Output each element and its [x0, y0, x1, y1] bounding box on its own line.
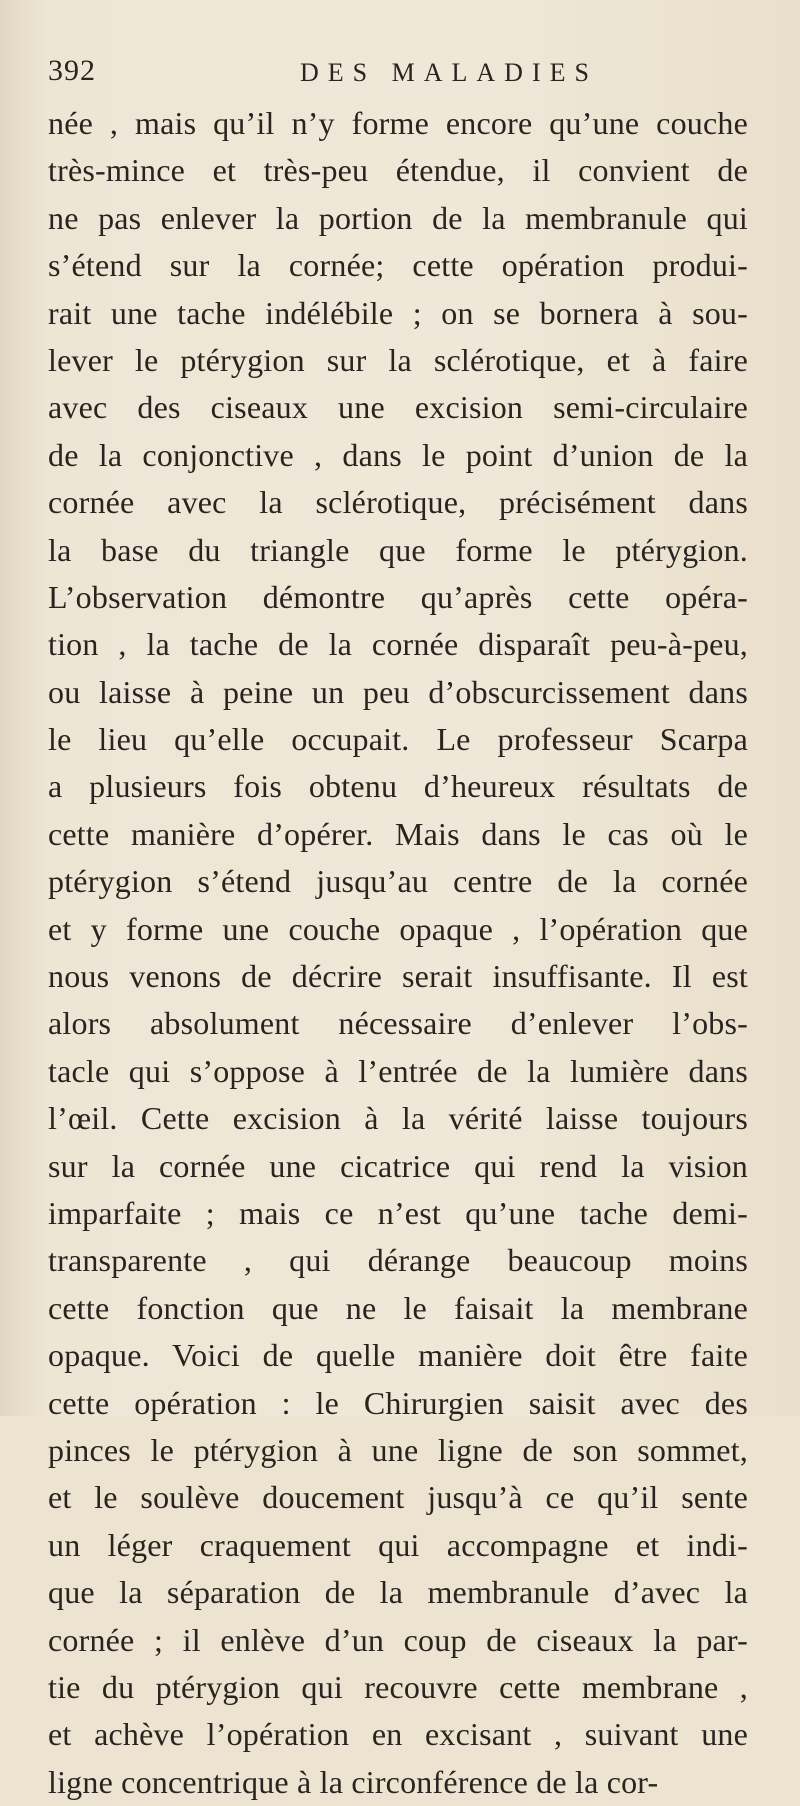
text-line: et achève l’opération en excisant , suivant une	[48, 1716, 748, 1753]
text-line: lever le ptérygion sur la sclérotique, et à faire	[48, 341, 748, 378]
text-line: rait une tache indélébile ; on se bornera à sou-	[48, 294, 748, 331]
text-line: cornée avec la sclérotique, précisément dans	[48, 484, 748, 521]
text-line: née , mais qu’il n’y forme encore qu’une couche	[48, 105, 748, 141]
text-line: s’étend sur la cornée; cette opération produi-	[48, 247, 748, 284]
page-number: 392	[48, 54, 96, 87]
text-line: le lieu qu’elle occupait. Le professeur Scarpa	[48, 721, 748, 758]
text-line: sur la cornée une cicatrice qui rend la vision	[48, 1147, 748, 1184]
text-line: avec des ciseaux une excision semi-circulaire	[48, 389, 748, 426]
text-line: la base du triangle que forme le ptérygion.	[48, 531, 748, 568]
text-line: alors absolument nécessaire d’enlever l’obs-	[48, 1005, 748, 1042]
text-line: L’observation démontre qu’après cette opéra-	[48, 578, 748, 615]
text-line: de la conjonctive , dans le point d’union de la	[48, 436, 748, 473]
text-line: tie du ptérygion qui recouvre cette membrane ,	[48, 1668, 748, 1705]
text-line: et y forme une couche opaque , l’opération que	[48, 910, 748, 947]
text-line: tion , la tache de la cornée disparaît peu-à-peu,	[48, 626, 748, 663]
text-line: et le soulève doucement jusqu’à ce qu’il sente	[48, 1479, 748, 1516]
text-line: très-mince et très-peu étendue, il convient de	[48, 152, 748, 189]
text-line: cornée ; il enlève d’un coup de ciseaux la par-	[48, 1621, 748, 1658]
text-line: tacle qui s’oppose à l’entrée de la lumière dans	[48, 1052, 748, 1089]
text-line: un léger craquement qui accompagne et indi-	[48, 1526, 748, 1563]
text-line: que la séparation de la membranule d’avec la	[48, 1574, 748, 1611]
page-header	[48, 54, 598, 98]
text-line: ligne concentrique à la circonférence de la cor-	[48, 1763, 659, 1800]
text-line: nous venons de décrire serait insuffisante. Il est	[48, 958, 748, 995]
text-line: transparente , qui dérange beaucoup moins	[48, 1242, 748, 1279]
text-line: l’œil. Cette excision à la vérité laisse toujours	[48, 1100, 748, 1137]
text-line: ne pas enlever la portion de la membranule qui	[48, 199, 748, 236]
text-line: ptérygion s’étend jusqu’au centre de la cornée	[48, 863, 748, 900]
body-text	[48, 100, 748, 1806]
text-line: cette fonction que ne le faisait la membrane	[48, 1289, 748, 1326]
text-line: pinces le ptérygion à une ligne de son sommet,	[48, 1431, 748, 1468]
text-line: ou laisse à peine un peu d’obscurcissement dans	[48, 673, 748, 710]
text-line: imparfaite ; mais ce n’est qu’une tache demi-	[48, 1194, 748, 1231]
text-line: cette manière d’opérer. Mais dans le cas où le	[48, 815, 748, 852]
text-line: a plusieurs fois obtenu d’heureux résultats de	[48, 768, 748, 805]
text-line: opaque. Voici de quelle manière doit être faite	[48, 1337, 748, 1374]
text-line: cette opération : le Chirurgien saisit avec des	[48, 1384, 748, 1421]
running-title: DES MALADIES	[300, 58, 598, 87]
